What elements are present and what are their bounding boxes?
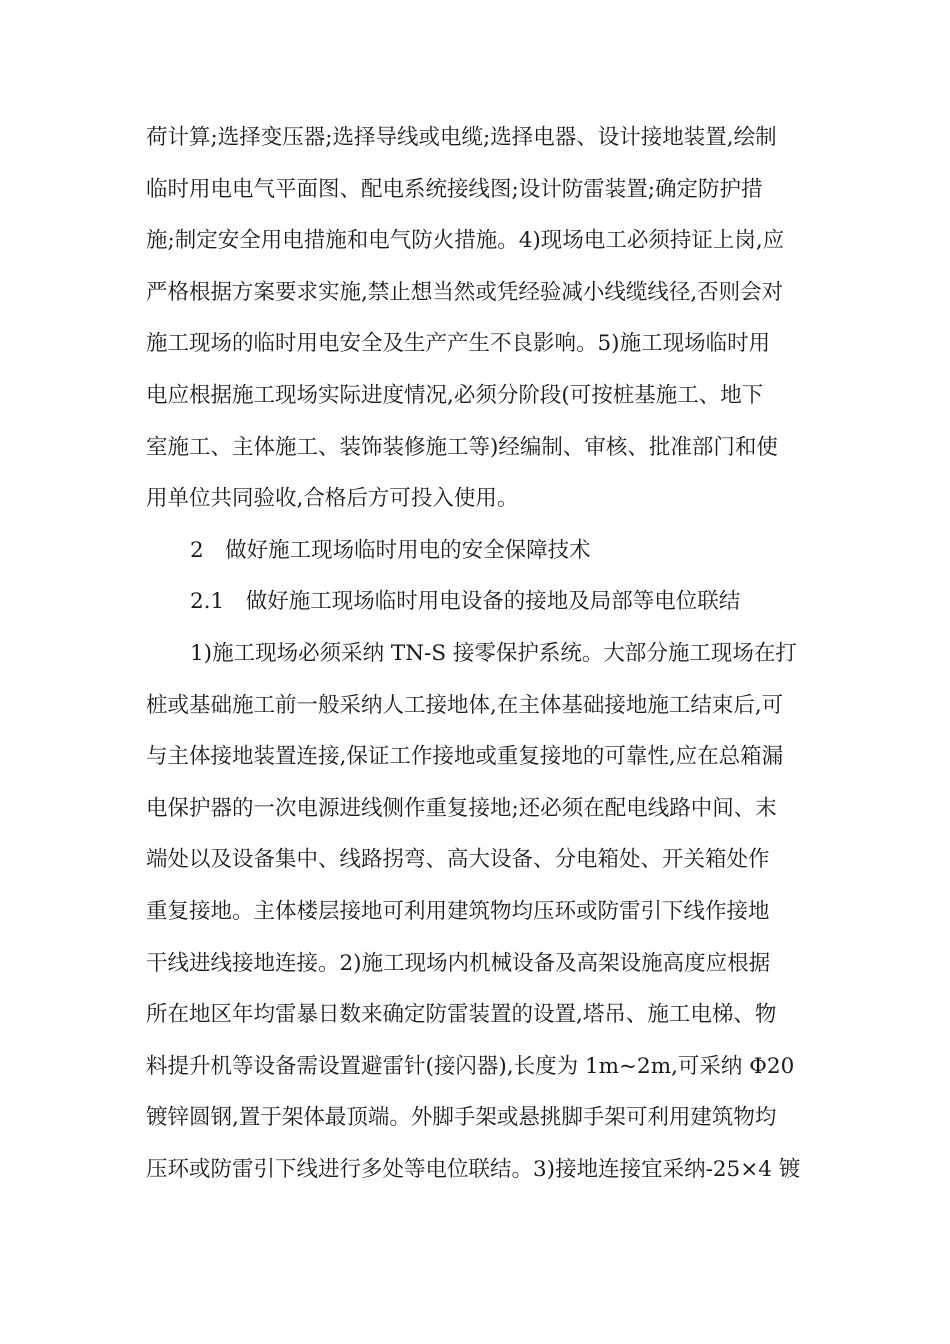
text-line: 干线进线接地连接。2)施工现场内机械设备及高架设施高度应根据 <box>146 950 771 976</box>
section-heading: 2 做好施工现场临时用电的安全保障技术 <box>190 537 591 563</box>
text-line: 临时用电电气平面图、配电系统接线图;设计防雷装置;确定防护措 <box>146 176 763 202</box>
text-line: 电保护器的一次电源进线侧作重复接地;还必须在配电线路中间、末 <box>146 795 777 821</box>
text-line: 镀锌圆钢,置于架体最顶端。外脚手架或悬挑脚手架可利用建筑物均 <box>146 1105 777 1131</box>
text-line: 桩或基础施工前一般采纳人工接地体,在主体基础接地施工结束后,可 <box>146 692 784 718</box>
text-line: 压环或防雷引下线进行多处等电位联结。3)接地连接宜采纳-25×4 镀 <box>146 1156 801 1182</box>
text-line: 施;制定安全用电措施和电气防火措施。4)现场电工必须持证上岗,应 <box>146 228 785 254</box>
text-line: 施工现场的临时用电安全及生产产生不良影响。5)施工现场临时用 <box>146 331 771 357</box>
text-line: 室施工、主体施工、装饰装修施工等)经编制、审核、批准部门和使 <box>146 434 778 460</box>
text-line: 严格根据方案要求实施,禁止想当然或凭经验减小线缆线径,否则会对 <box>146 279 784 305</box>
text-line: 端处以及设备集中、线路拐弯、高大设备、分电箱处、开关箱处作 <box>146 847 770 873</box>
text-line: 电应根据施工现场实际进度情况,必须分阶段(可按桩基施工、地下 <box>146 382 764 408</box>
text-line: 料提升机等设备需设置避雷针(接闪器),长度为 1m~2m,可采纳 Φ20 <box>146 1053 795 1079</box>
text-line: 荷计算;选择变压器;选择导线或电缆;选择电器、设计接地装置,绘制 <box>146 125 777 150</box>
text-line: 与主体接地装置连接,保证工作接地或重复接地的可靠性,应在总箱漏 <box>146 744 784 770</box>
text-line: 所在地区年均雷暴日数来确定防雷装置的设置,塔吊、施工电梯、物 <box>146 1002 777 1028</box>
subsection-heading: 2.1 做好施工现场临时用电设备的接地及局部等电位联结 <box>190 589 741 615</box>
text-line: 用单位共同验收,合格后方可投入使用。 <box>146 486 519 512</box>
text-line: 重复接地。主体楼层接地可利用建筑物均压环或防雷引下线作接地 <box>146 898 770 924</box>
document-body <box>146 112 806 1195</box>
text-line: 1)施工现场必须采纳 TN-S 接零保护系统。大部分施工现场在打 <box>190 640 797 666</box>
